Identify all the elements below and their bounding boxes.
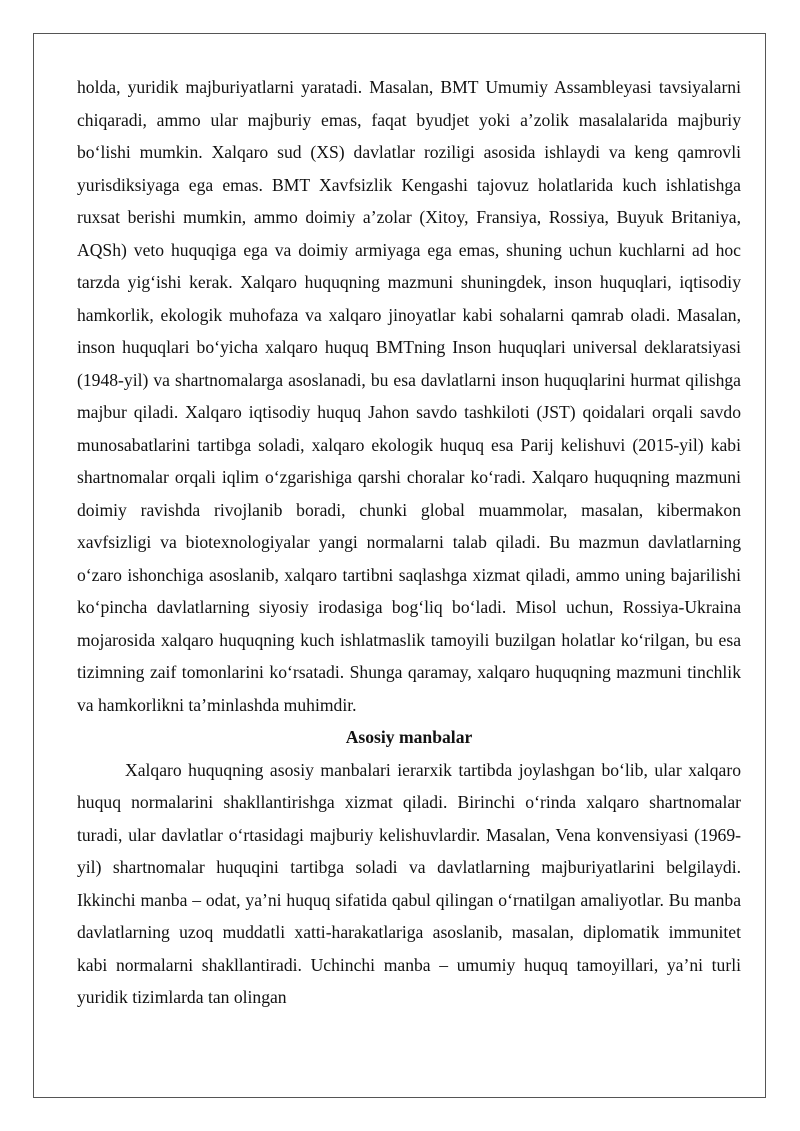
section-heading: Asosiy manbalar xyxy=(345,727,473,747)
document-body xyxy=(77,71,741,1014)
body-paragraph: holda, yuridik majburiyatlarni yaratadi. Masalan, BMT Umumiy Assambleyasi tavsiyalarni chiqaradi, ammo ular majburiy emas, faqat byudjet yoki a’zolik masalalarida majburiy bo‘lishi mumkin. Xalqaro sud (XS) davlatlar roziligi asosida ishlaydi va keng qamrovli yurisdiksiyaga ega emas. BMT Xavfsizlik Kengashi tajovuz holatlarida kuch ishlatishga ruxsat berishi mumkin, ammo doimiy a’zolar (Xitoy, Fransiya, Rossiya, Buyuk Britaniya, AQSh) veto huquqiga ega va doimiy armiyaga ega emas, shuning uchun kuchlarni ad hoc tarzda yig‘ishi kerak. Xalqaro huquqning mazmuni shuningdek, inson huquqlari, iqtisodiy hamkorlik, ekologik muhofaza va xalqaro jinoyatlar kabi sohalarni qamrab oladi. Masalan, inson huquqlari bo‘yicha xalqaro huquq BMTning Inson huquqlari universal deklaratsiyasi (1948-yil) va shartnomalarga asoslanadi, bu esa davlatlarni inson huquqlarini hurmat qilishga majbur qiladi. Xalqaro iqtisodiy huquq Jahon savdo tashkiloti (JST) qoidalari orqali savdo munosabatlarini tartibga soladi, xalqaro ekologik huquq esa Parij kelishuvi (2015-yil) kabi shartnomalar orqali iqlim o‘zgarishiga qarshi choralar ko‘radi. Xalqaro huquqning mazmuni doimiy ravishda rivojlanib boradi, chunki global muammolar, masalan, kibermakon xavfsizligi va biotexnologiyalar yangi normalarni talab qiladi. Bu mazmun davlatlarning o‘zaro ishonchiga asoslanib, xalqaro tartibni saqlashga xizmat qiladi, ammo uning bajarilishi ko‘pincha davlatlarning siyosiy irodasiga bog‘liq bo‘ladi. Misol uchun, Rossiya-Ukraina mojarosida xalqaro huquqning kuch ishlatmaslik tamoyili buzilgan holatlar ko‘rilgan, bu esa tizimning zaif tomonlarini ko‘rsatadi. Shunga qaramay, xalqaro huquqning mazmuni tinchlik va hamkorlikni ta’minlashda muhimdir. xyxy=(77,77,741,715)
body-paragraph: Xalqaro huquqning asosiy manbalari ierarxik tartibda joylashgan bo‘lib, ular xalqaro huquq normalarini shakllantirishga xizmat qiladi. Birinchi o‘rinda xalqaro shartnomalar turadi, ular davlatlar o‘rtasidagi majburiy kelishuvlardir. Masalan, Vena konvensiyasi (1969-yil) shartnomalar huquqini tartibga soladi va davlatlarning majburiyatlarini belgilaydi. Ikkinchi manba – odat, ya’ni huquq sifatida qabul qilingan o‘rnatilgan amaliyotlar. Bu manba davlatlarning uzoq muddatli xatti-harakatlariga asoslanib, masalan, diplomatik immunitet kabi normalarni shakllantiradi. Uchinchi manba – umumiy huquq tamoyillari, ya’ni turli yuridik tizimlarda tan olingan xyxy=(77,759,741,1007)
